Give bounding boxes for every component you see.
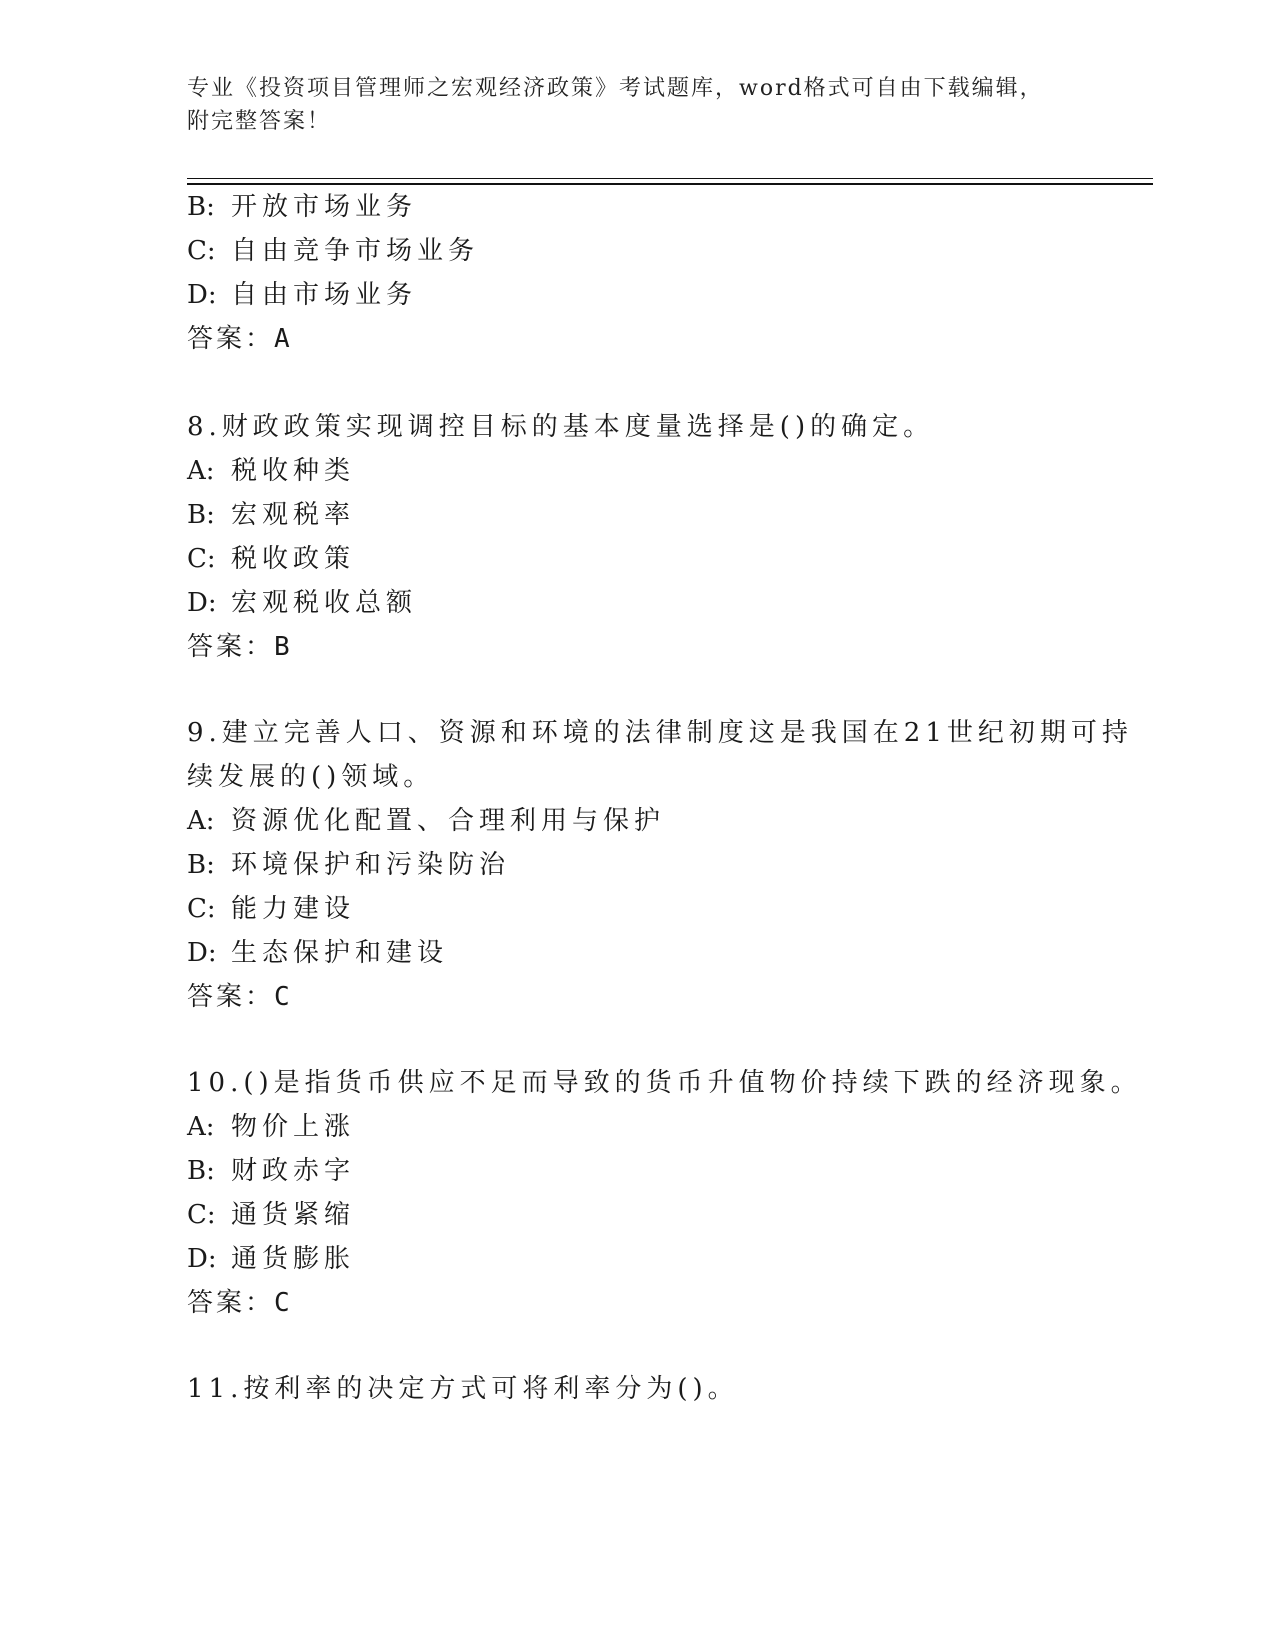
option-letter: A:	[187, 806, 215, 836]
option-letter: D:	[187, 280, 217, 310]
option-letter: A:	[187, 1112, 215, 1142]
option-text: 通货膨胀	[231, 1244, 356, 1274]
answer-label: 答案：	[187, 982, 275, 1012]
answer-row	[187, 1286, 290, 1320]
answer-row	[187, 980, 290, 1014]
option-row	[187, 1110, 355, 1144]
option-row	[187, 804, 665, 838]
option-row	[187, 586, 417, 620]
option-row	[187, 542, 355, 576]
option-text: 生态保护和建设	[231, 938, 449, 968]
option-letter: C:	[187, 236, 216, 266]
answer-row	[187, 322, 290, 356]
option-letter: B:	[187, 850, 215, 880]
answer-value: A	[274, 324, 290, 354]
option-letter: B:	[187, 192, 215, 222]
option-text: 通货紧缩	[231, 1200, 356, 1230]
option-row	[187, 234, 479, 268]
option-letter: D:	[187, 1244, 217, 1274]
option-text: 宏观税率	[231, 500, 356, 530]
option-row	[187, 278, 417, 312]
option-row	[187, 892, 355, 926]
option-letter: C:	[187, 894, 216, 924]
question-stem-continued: 续发展的()领域。	[187, 762, 435, 792]
option-letter: C:	[187, 1200, 216, 1230]
question-stem: 9.建立完善人口、资源和环境的法律制度这是我国在21世纪初期可持	[187, 718, 1133, 748]
answer-value: C	[274, 982, 290, 1012]
option-text: 环境保护和污染防治	[231, 850, 511, 880]
option-text: 财政赤字	[231, 1156, 356, 1186]
answer-value: C	[274, 1288, 290, 1318]
option-text: 能力建设	[231, 894, 356, 924]
option-text: 开放市场业务	[231, 192, 418, 222]
option-letter: C:	[187, 544, 216, 574]
option-row	[187, 190, 417, 224]
answer-row	[187, 630, 290, 664]
option-row	[187, 936, 448, 970]
option-row	[187, 1242, 355, 1276]
question-stem: 10.()是指货币供应不足而导致的货币升值物价持续下跌的经济现象。	[187, 1068, 1142, 1098]
option-row	[187, 454, 355, 488]
header-line-2: 附完整答案！	[187, 109, 332, 134]
option-text: 资源优化配置、合理利用与保护	[231, 806, 666, 836]
header-divider-thin	[187, 178, 1153, 179]
option-row	[187, 1154, 355, 1188]
option-row	[187, 848, 510, 882]
option-text: 税收种类	[231, 456, 356, 486]
option-text: 税收政策	[231, 544, 356, 574]
option-row	[187, 498, 355, 532]
question-stem: 8.财政政策实现调控目标的基本度量选择是()的确定。	[187, 412, 935, 442]
option-text: 自由竞争市场业务	[231, 236, 480, 266]
header-line-1: 专业《投资项目管理师之宏观经济政策》考试题库，word格式可自由下载编辑，	[187, 76, 1044, 101]
option-letter: D:	[187, 938, 217, 968]
header-divider-thick	[187, 183, 1153, 185]
answer-label: 答案：	[187, 1288, 275, 1318]
option-text: 自由市场业务	[231, 280, 418, 310]
answer-label: 答案：	[187, 324, 275, 354]
answer-value: B	[274, 632, 290, 662]
answer-label: 答案：	[187, 632, 275, 662]
option-letter: B:	[187, 1156, 215, 1186]
option-letter: A:	[187, 456, 215, 486]
document-header	[187, 72, 1087, 138]
question-stem: 11.按利率的决定方式可将利率分为()。	[187, 1374, 739, 1404]
option-letter: B:	[187, 500, 215, 530]
option-letter: D:	[187, 588, 217, 618]
option-row	[187, 1198, 355, 1232]
option-text: 物价上涨	[231, 1112, 356, 1142]
option-text: 宏观税收总额	[231, 588, 418, 618]
